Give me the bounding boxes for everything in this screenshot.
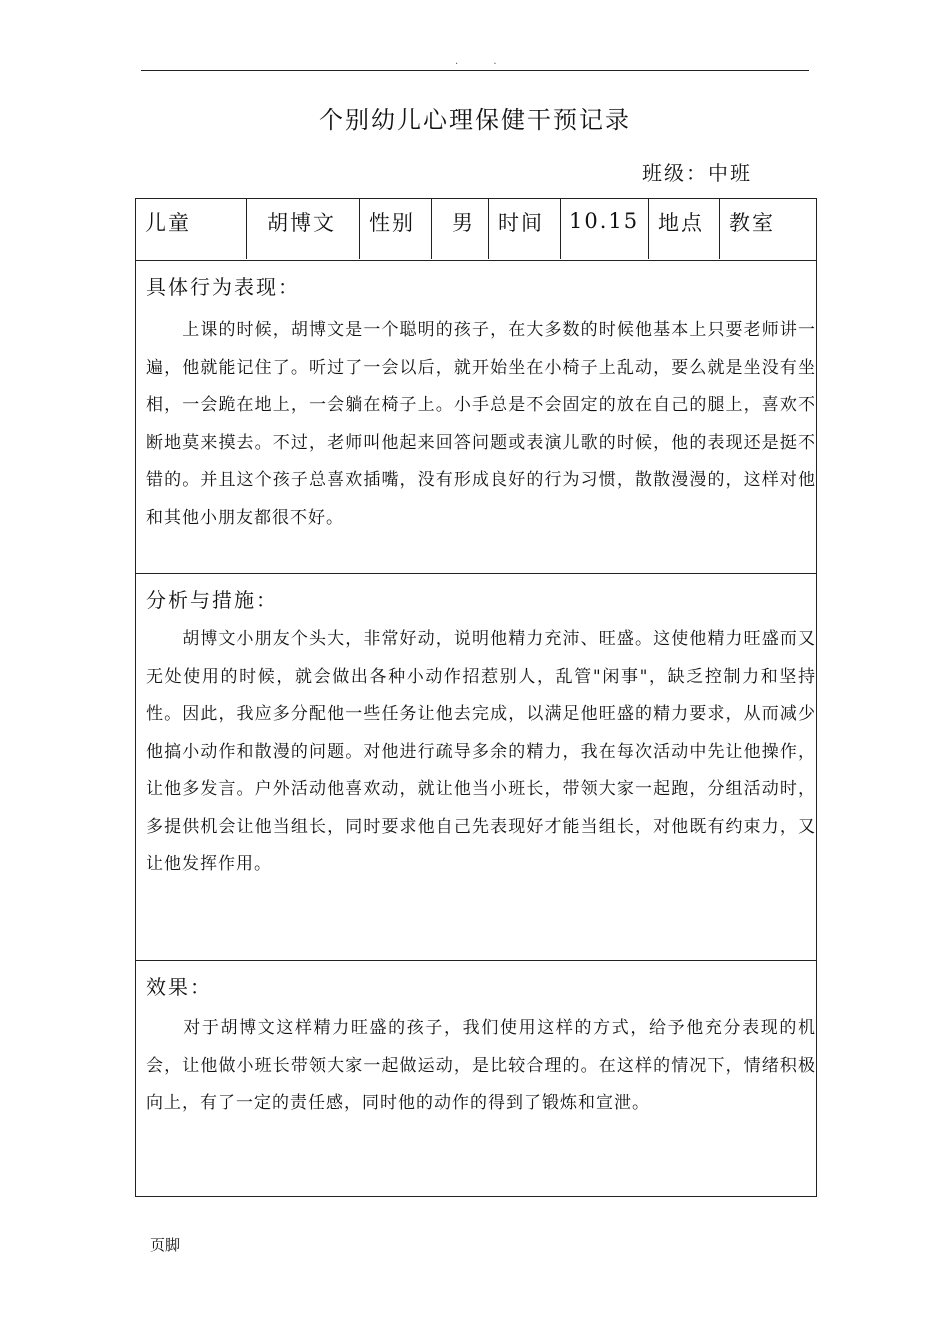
behavior-heading: 具体行为表现：: [146, 275, 300, 299]
place-value: 教室: [729, 211, 775, 235]
behavior-section: [136, 261, 816, 574]
record-table: [135, 198, 817, 1197]
page-footer: 页脚: [150, 1236, 181, 1254]
analysis-heading: 分析与措施：: [146, 588, 278, 612]
child-label: 儿童: [136, 199, 247, 259]
place-label: 地点: [649, 199, 720, 259]
effect-text: 对于胡博文这样精力旺盛的孩子，我们使用这样的方式，给予他充分表现的机会，让他做小班长带领大家一起做运动，是比较合理的。在这样的情况下，情绪积极向上，有了一定的责任感，同时他的动作的得到了锻炼和宣泄。: [146, 1018, 816, 1113]
analysis-text: 胡博文小朋友个头大，非常好动，说明他精力充沛、旺盛。这使他精力旺盛而又无处使用的时候，就会做出各种小动作招惹别人，乱管"闲事"，缺乏控制力和坚持性。因此，我应多分配他一些任务让他去完成，以满足他旺盛的精力要求，从而减少他搞小动作和散漫的问题。对他进行疏导多余的精力，我在每次活动中先让他操作，让他多发言。户外活动他喜欢动，就让他当小班长，带领大家一起跑，分组活动时，多提供机会让他当组长，同时要求他自己先表现好才能当组长，对他既有约束力，又让他发挥作用。: [146, 629, 816, 874]
effect-heading: 效果：: [146, 975, 212, 999]
page-title: 个别幼儿心理保健干预记录: [319, 106, 631, 134]
time-label: 时间: [489, 199, 561, 259]
info-row: [136, 199, 816, 261]
behavior-text: 上课的时候，胡博文是一个聪明的孩子，在大多数的时候他基本上只要老师讲一遍，他就能记住了。听过了一会以后，就开始坐在小椅子上乱动，要么就是坐没有坐相，一会跪在地上，一会躺在椅子上。小手总是不会固定的放在自己的腿上，喜欢不断地莫来摸去。不过，老师叫他起来回答问题或表演儿歌的时候，他的表现还是挺不错的。并且这个孩子总喜欢插嘴，没有形成良好的行为习惯，散散漫漫的，这样对他和其他小朋友都很不好。: [146, 320, 816, 528]
gender-value: 男: [432, 199, 489, 259]
class-label: 班级：中班: [642, 161, 752, 185]
header-rule: [141, 70, 809, 71]
analysis-section: [136, 574, 816, 961]
gender-label: 性别: [360, 199, 432, 259]
header-dots: . .: [455, 56, 513, 67]
effect-section: [136, 961, 816, 1196]
child-name: 胡博文: [247, 199, 360, 259]
time-value: 10.15: [561, 199, 649, 259]
